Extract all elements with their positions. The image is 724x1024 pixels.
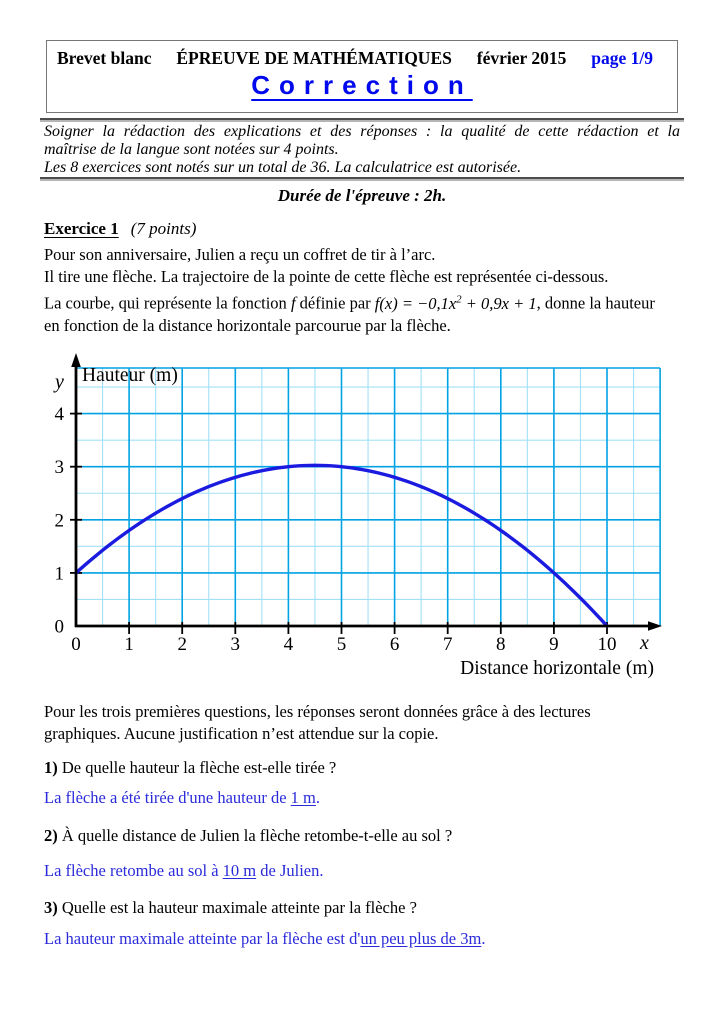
reading-note-line-2: graphiques. Aucune justification n’est attendue sur la copie.: [44, 724, 439, 743]
answer-1-underlined: 1 m: [290, 788, 316, 807]
x-tick-label: 0: [71, 634, 81, 655]
question-1: [44, 758, 684, 778]
x-tick-label: 9: [549, 634, 559, 655]
question-1-number: 1): [44, 758, 58, 777]
problem-line-4: en fonction de la distance horizontale parcourue par la flèche.: [44, 315, 451, 335]
exam-duration: Durée de l'épreuve : 2h.: [277, 186, 447, 205]
x-tick-label: 5: [336, 634, 347, 655]
formula-rest: + 0,9x + 1: [461, 293, 537, 313]
problem-line-3-pre: La courbe, qui représente la fonction: [44, 293, 291, 313]
y-tick-label: 1: [54, 563, 64, 585]
x-tick-label: 2: [177, 634, 187, 655]
answer-2-underlined: 10 m: [222, 861, 257, 880]
x-tick-label: 8: [496, 634, 506, 655]
y-tick-label: 0: [54, 616, 64, 638]
x-tick-label: 1: [124, 634, 134, 655]
answer-2: [44, 861, 684, 881]
intro-instructions: [44, 123, 680, 177]
answer-3-end: .: [481, 929, 486, 948]
problem-statement: [44, 244, 684, 337]
divider-top: [40, 118, 684, 122]
y-axis-arrow-icon: [71, 353, 81, 367]
x-tick-label: 10: [597, 634, 617, 655]
x-axis-title: Distance horizontale (m): [460, 658, 654, 679]
formula-exponent: 2: [456, 293, 462, 305]
problem-line-2: Il tire une flèche. La trajectoire de la pointe de cette flèche est représentée ci-dessous.: [44, 267, 609, 286]
question-2-number: 2): [44, 826, 58, 845]
axes-layer: [53, 353, 662, 679]
function-name: f: [290, 293, 296, 313]
axis-labels-layer: [55, 404, 617, 655]
problem-line-3-post: , donne la hauteur: [536, 293, 655, 313]
answer-1-end: .: [315, 788, 321, 807]
x-axis-variable: x: [640, 632, 649, 654]
answer-3-text: La hauteur maximale atteinte par la flèche est d': [44, 929, 361, 948]
problem-line-1: Pour son anniversaire, Julien a reçu un coffret de tir à l’arc.: [44, 245, 436, 264]
divider-bottom: [40, 177, 684, 181]
x-tick-label: 6: [389, 634, 400, 655]
y-axis-title: Hauteur (m): [82, 365, 178, 386]
y-axis-variable: y: [55, 371, 64, 393]
chart-container: [40, 351, 688, 696]
x-tick-label: 7: [442, 634, 453, 655]
intro-line-1: Soigner la rédaction des explications et des réponses : la qualité de cette rédaction et la: [44, 123, 680, 140]
question-2-text: À quelle distance de Julien la flèche retombe-t-elle au sol ?: [57, 826, 453, 845]
trajectory-chart: [40, 351, 688, 696]
y-tick-label: 4: [54, 404, 64, 426]
header-title-date: février 2015: [476, 48, 567, 68]
answer-2-text: La flèche retombe au sol à: [44, 861, 223, 880]
answer-1-text: La flèche a été tirée d'une hauteur de: [44, 788, 291, 807]
answer-3: [44, 929, 684, 949]
question-2: [44, 826, 684, 846]
header-box: [46, 40, 678, 113]
answer-2-end: de Julien.: [256, 861, 324, 880]
exercise-points: (7 points): [130, 219, 197, 238]
exercise-heading: [44, 219, 196, 239]
header-page-number: page 1/9: [591, 48, 653, 68]
answer-3-underlined: un peu plus de 3m: [360, 929, 482, 948]
question-3: [44, 898, 684, 918]
header-title-row: [47, 41, 677, 69]
correction-title: Correction: [251, 70, 473, 100]
question-3-number: 3): [44, 898, 58, 917]
problem-line-3-mid: définie par: [295, 293, 375, 313]
question-3-text: Quelle est la hauteur maximale atteinte par la flèche ?: [57, 898, 417, 917]
answer-1: [44, 788, 684, 808]
intro-line-2: maîtrise de la langue sont notées sur 4 points.: [44, 141, 339, 158]
x-tick-label: 4: [283, 634, 294, 655]
formula-main: f(x) = −0,1x: [374, 293, 457, 313]
question-1-text: De quelle hauteur la flèche est-elle tirée ?: [57, 758, 337, 777]
exercise-label: Exercice 1: [44, 219, 119, 238]
function-formula: [375, 294, 537, 313]
intro-line-3: Les 8 exercices sont notés sur un total de 36. La calculatrice est autorisée.: [44, 159, 522, 176]
y-tick-label: 3: [54, 457, 64, 479]
header-title-left: Brevet blanc: [57, 48, 152, 68]
x-tick-label: 3: [230, 634, 241, 655]
problem-line-3: [44, 288, 684, 315]
y-tick-label: 2: [54, 510, 64, 532]
grid-layer: [76, 368, 660, 626]
reading-note-line-1: Pour les trois premières questions, les réponses seront données grâce à des lectures: [44, 702, 591, 721]
reading-note: [44, 701, 684, 745]
header-title-main: ÉPREUVE DE MATHÉMATIQUES: [176, 48, 452, 68]
